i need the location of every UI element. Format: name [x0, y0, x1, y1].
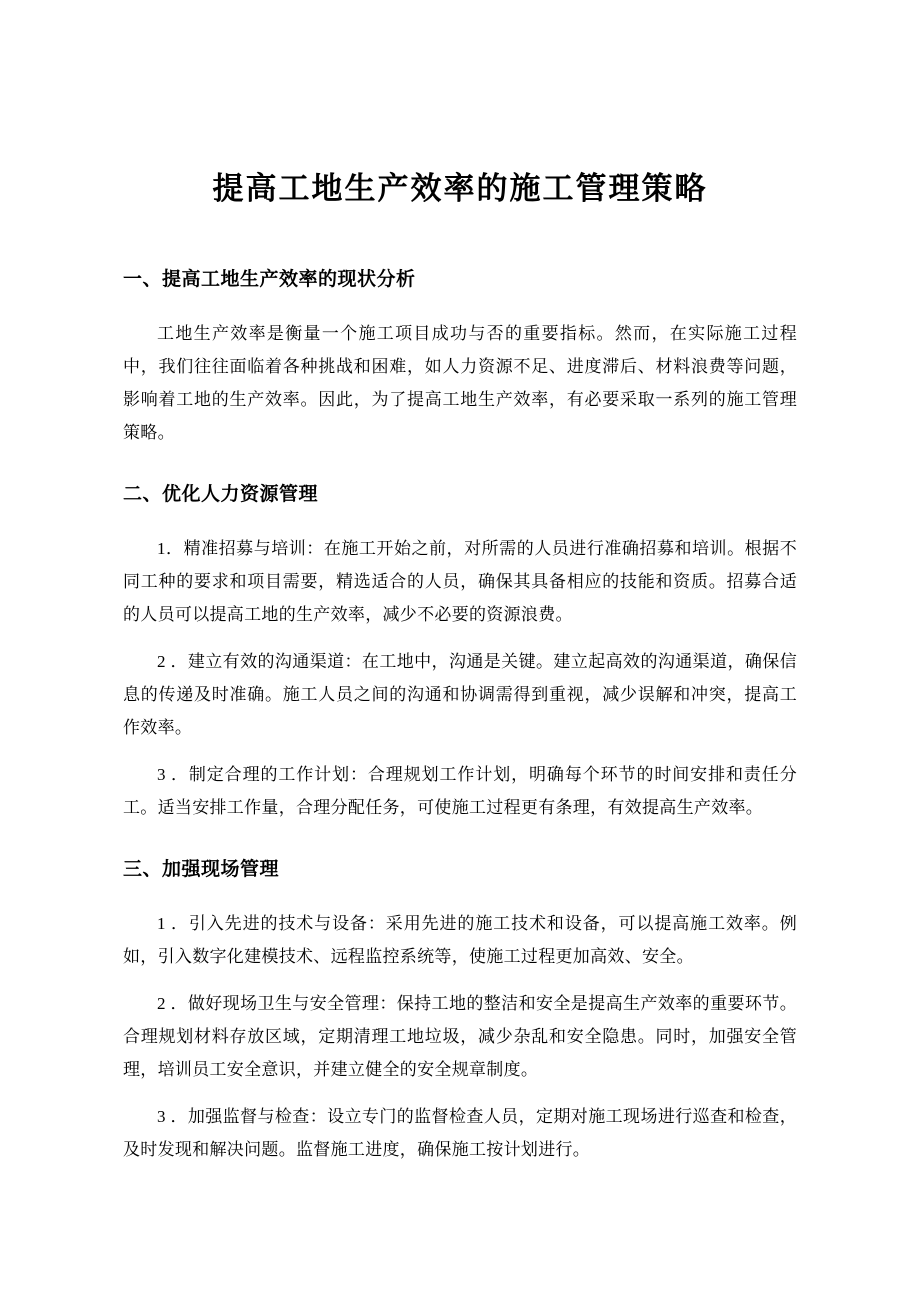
section-site-management [123, 854, 797, 1166]
section-3-heading: 三、加强现场管理 [123, 859, 280, 880]
section-2-paragraph-1: 1．精准招募与培训：在施工开始之前，对所需的人员进行准确招募和培训。根据不同工种的要求和项目需要，精选适合的人员，确保其具备相应的技能和资质。招募合适的人员可以提高工地的生产效率，减少不必要的资源浪费。 [123, 539, 797, 624]
section-3-paragraph-2: 2 ．做好现场卫生与安全管理：保持工地的整洁和安全是提高生产效率的重要环节。合理规划材料存放区域，定期清理工地垃圾，减少杂乱和安全隐患。同时，加强安全管理，培训员工安全意识，并建立健全的安全规章制度。 [123, 994, 797, 1079]
section-1-heading: 一、提高工地生产效率的现状分析 [123, 269, 416, 290]
section-3-paragraph-1: 1 ．引入先进的技术与设备：采用先进的施工技术和设备，可以提高施工效率。例如，引入数字化建模技术、远程监控系统等，使施工过程更加高效、安全。 [123, 914, 797, 966]
section-current-status [123, 264, 797, 449]
section-3-paragraph-3: 3 ．加强监督与检查：设立专门的监督检查人员，定期对施工现场进行巡查和检查，及时发现和解决问题。监督施工进度，确保施工按计划进行。 [123, 1107, 797, 1159]
section-1-paragraph-1: 工地生产效率是衡量一个施工项目成功与否的重要指标。然而，在实际施工过程中，我们往往面临着各种挑战和困难，如人力资源不足、进度滞后、材料浪费等问题，影响着工地的生产效率。因此，为了提高工地生产效率，有必要采取一系列的施工管理策略。 [123, 324, 797, 442]
section-2-paragraph-3: 3 ．制定合理的工作计划：合理规划工作计划，明确每个环节的时间安排和责任分工。适当安排工作量，合理分配任务，可使施工过程更有条理，有效提高生产效率。 [123, 765, 797, 817]
section-human-resources [123, 479, 797, 824]
section-2-paragraph-2: 2 ．建立有效的沟通渠道：在工地中，沟通是关键。建立起高效的沟通渠道，确保信息的传递及时准确。施工人员之间的沟通和协调需得到重视，减少误解和冲突，提高工作效率。 [123, 652, 797, 737]
document-title: 提高工地生产效率的施工管理策略 [212, 171, 708, 206]
section-2-heading: 二、优化人力资源管理 [123, 484, 319, 505]
